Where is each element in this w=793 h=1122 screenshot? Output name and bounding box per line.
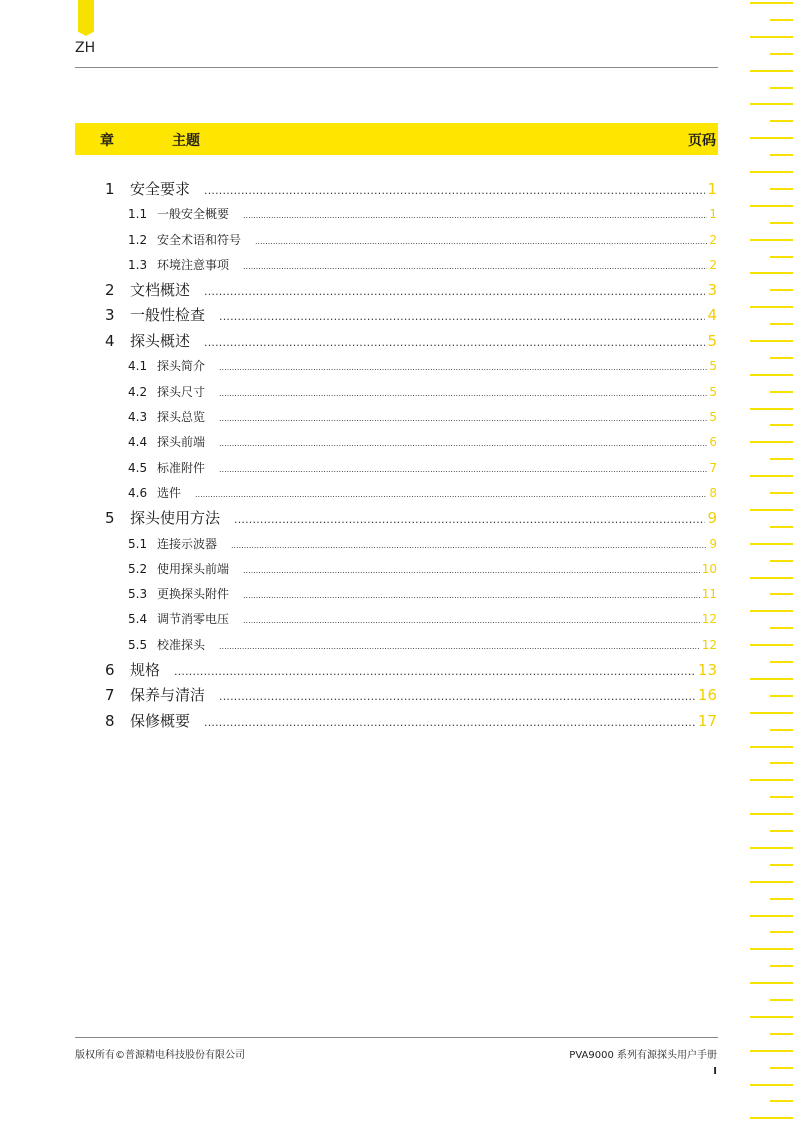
page-number: I [713,1066,717,1077]
toc-entry-title: 更换探头附件 [157,587,230,601]
toc-entry-page: 3 [707,281,717,299]
stripe-line [770,19,793,21]
stripe-line [750,813,793,815]
toc-header-topic: 主题 [172,133,200,149]
toc-entry-title: 探头简介 [157,359,206,373]
toc-entry-title: 文档概述 [130,281,191,299]
stripe-line [750,475,793,477]
stripe-line [750,577,793,579]
toc-entry-page: 6 [709,435,717,449]
toc-entry[interactable] [128,433,717,450]
toc-leader-dots [219,465,707,474]
toc-leader-dots [219,690,696,703]
toc-entry-title: 标准附件 [157,461,206,475]
toc-entry-page: 8 [709,486,717,500]
stripe-line [770,931,793,933]
toc-entry-title: 调节消零电压 [157,612,230,626]
toc-entry[interactable] [128,408,717,425]
toc-leader-dots [234,513,705,526]
stripe-line [770,1100,793,1102]
stripe-line [750,374,793,376]
toc-entry-title: 一般安全概要 [157,207,230,221]
language-label: ZH [75,40,96,56]
toc-entry-title: 探头前端 [157,435,206,449]
stripe-line [750,340,793,342]
toc-leader-dots [219,642,700,651]
stripe-line [750,441,793,443]
stripe-line [750,915,793,917]
stripe-line [750,239,793,241]
toc-header-bar [75,123,718,155]
toc-entry-page: 11 [701,587,717,601]
toc-entry-number: 1.3 [128,258,148,272]
stripe-line [750,1050,793,1052]
toc-entry-number: 5.1 [128,537,148,551]
stripe-line [750,982,793,984]
toc-entry[interactable] [100,304,717,325]
toc-entry[interactable] [128,459,717,476]
stripe-line [750,1117,793,1119]
toc-entry-page: 16 [697,686,717,704]
stripe-line [770,560,793,562]
stripe-line [770,830,793,832]
stripe-line [750,1016,793,1018]
toc-entry-page: 9 [707,509,717,527]
toc-entry-title: 连接示波器 [157,537,218,551]
stripe-line [770,1067,793,1069]
stripe-line [770,627,793,629]
toc-entry-page: 5 [709,385,717,399]
stripe-line [750,1084,793,1086]
toc-entry[interactable] [128,636,717,653]
toc-entry[interactable] [128,205,717,222]
stripe-line [750,779,793,781]
toc-entry[interactable] [100,507,717,528]
stripe-line [770,222,793,224]
toc-entry-number: 3 [105,306,115,324]
stripe-line [770,593,793,595]
toc-entry[interactable] [128,231,717,248]
toc-entry-title: 探头尺寸 [157,385,206,399]
toc-entry-page: 1 [707,180,717,198]
stripe-line [770,796,793,798]
toc-entry-title: 使用探头前端 [157,562,230,576]
toc-entry-page: 17 [697,712,717,730]
footer-manual-title: PVA9000 系列有源探头用户手册 [569,1050,717,1061]
stripe-line [750,746,793,748]
toc-entry-number: 6 [105,661,115,679]
toc-entry-number: 2 [105,281,115,299]
stripe-line [770,1033,793,1035]
toc-entry-number: 5.5 [128,638,148,652]
toc-entry-title: 保修概要 [130,712,191,730]
stripe-line [750,847,793,849]
toc-entry-number: 4.4 [128,435,148,449]
toc-entry-number: 4.6 [128,486,148,500]
toc-entry-page: 12 [701,638,717,652]
toc-entry[interactable] [100,659,717,680]
stripe-line [770,87,793,89]
stripe-line [750,644,793,646]
toc-entry-number: 4.3 [128,410,148,424]
toc-leader-dots [174,665,696,678]
stripe-line [750,408,793,410]
stripe-line [750,306,793,308]
stripe-line [750,103,793,105]
toc-entry-number: 1 [105,180,115,198]
stripe-line [770,762,793,764]
header-divider [75,67,718,68]
toc-leader-dots [243,591,700,600]
stripe-line [770,357,793,359]
toc-entry-page: 5 [707,332,717,350]
toc-entry-page: 2 [709,233,717,247]
toc-entry-page: 4 [707,306,717,324]
stripe-line [770,323,793,325]
stripe-line [750,543,793,545]
stripe-line [750,272,793,274]
toc-leader-dots [231,541,707,550]
toc-entry-title: 选件 [157,486,182,500]
toc-entry-number: 1.1 [128,207,148,221]
toc-entry[interactable] [100,279,717,300]
toc-header-chapter: 章 [100,133,114,149]
toc-entry[interactable] [128,535,717,552]
stripe-line [770,695,793,697]
toc-entry-page: 13 [697,661,717,679]
stripe-line [750,70,793,72]
stripe-line [750,137,793,139]
stripe-line [750,678,793,680]
stripe-line [770,965,793,967]
stripe-line [770,898,793,900]
toc-entry[interactable] [128,256,717,273]
stripe-line [770,492,793,494]
toc-entry-page: 10 [701,562,717,576]
toc-entry-page: 12 [701,612,717,626]
toc-entry-number: 5.4 [128,612,148,626]
toc-leader-dots [195,490,707,499]
toc-entry-number: 4.5 [128,461,148,475]
toc-entry-title: 探头总览 [157,410,206,424]
stripe-line [770,289,793,291]
toc-entry[interactable] [100,684,717,705]
toc-entry[interactable] [128,585,717,602]
toc-entry-title: 探头使用方法 [130,509,221,527]
toc-leader-dots [204,184,705,197]
toc-entry-number: 4.2 [128,385,148,399]
decorative-stripes [748,0,793,1122]
toc-entry-number: 7 [105,686,115,704]
toc-header-page: 页码 [688,133,716,149]
toc-entry-number: 1.2 [128,233,148,247]
toc-entry-page: 9 [709,537,717,551]
toc-entry[interactable] [128,484,717,501]
toc-entry[interactable] [128,357,717,374]
toc-entry[interactable] [100,710,717,731]
footer-copyright: 版权所有©普源精电科技股份有限公司 [75,1050,245,1061]
top-accent-tab [78,0,94,36]
toc-leader-dots [204,336,705,349]
toc-entry-number: 5.2 [128,562,148,576]
stripe-line [750,171,793,173]
toc-entry-title: 一般性检查 [130,306,206,324]
toc-leader-dots [204,285,705,298]
toc-entry-number: 8 [105,712,115,730]
stripe-line [750,610,793,612]
stripe-line [770,526,793,528]
stripe-line [770,154,793,156]
toc-entry-number: 4 [105,332,115,350]
toc-entry[interactable] [128,383,717,400]
toc-entry[interactable] [100,330,717,351]
stripe-line [770,120,793,122]
toc-entry[interactable] [128,560,717,577]
stripe-line [750,509,793,511]
toc-leader-dots [243,566,700,575]
toc-leader-dots [243,211,707,220]
toc-entry-page: 5 [709,410,717,424]
stripe-line [750,36,793,38]
toc-entry-title: 保养与清洁 [130,686,206,704]
toc-leader-dots [243,262,707,271]
toc-entry[interactable] [100,178,717,199]
toc-entry-page: 5 [709,359,717,373]
toc-leader-dots [219,439,707,448]
toc-leader-dots [204,716,696,729]
toc-leader-dots [255,237,707,246]
toc-entry-number: 5 [105,509,115,527]
stripe-line [750,881,793,883]
stripe-line [770,458,793,460]
stripe-line [770,999,793,1001]
stripe-line [770,424,793,426]
toc-entry-title: 探头概述 [130,332,191,350]
toc-entry-title: 校准探头 [157,638,206,652]
toc-entry[interactable] [128,610,717,627]
toc-entry-page: 7 [709,461,717,475]
toc-entry-page: 1 [709,207,717,221]
stripe-line [750,948,793,950]
toc-leader-dots [219,310,705,323]
toc-leader-dots [219,389,707,398]
stripe-line [770,864,793,866]
stripe-line [770,661,793,663]
toc-entry-number: 5.3 [128,587,148,601]
stripe-line [770,188,793,190]
toc-entry-title: 安全术语和符号 [157,233,242,247]
stripe-line [770,53,793,55]
toc-leader-dots [219,363,707,372]
footer-divider [75,1037,718,1038]
toc-entry-number: 4.1 [128,359,148,373]
toc-leader-dots [243,616,700,625]
stripe-line [770,391,793,393]
stripe-line [770,256,793,258]
stripe-line [750,712,793,714]
toc-entry-page: 2 [709,258,717,272]
toc-entry-title: 规格 [130,661,161,679]
toc-entry-title: 环境注意事项 [157,258,230,272]
stripe-line [750,205,793,207]
toc-leader-dots [219,414,707,423]
stripe-line [770,729,793,731]
stripe-line [750,2,793,4]
toc-entry-title: 安全要求 [130,180,191,198]
